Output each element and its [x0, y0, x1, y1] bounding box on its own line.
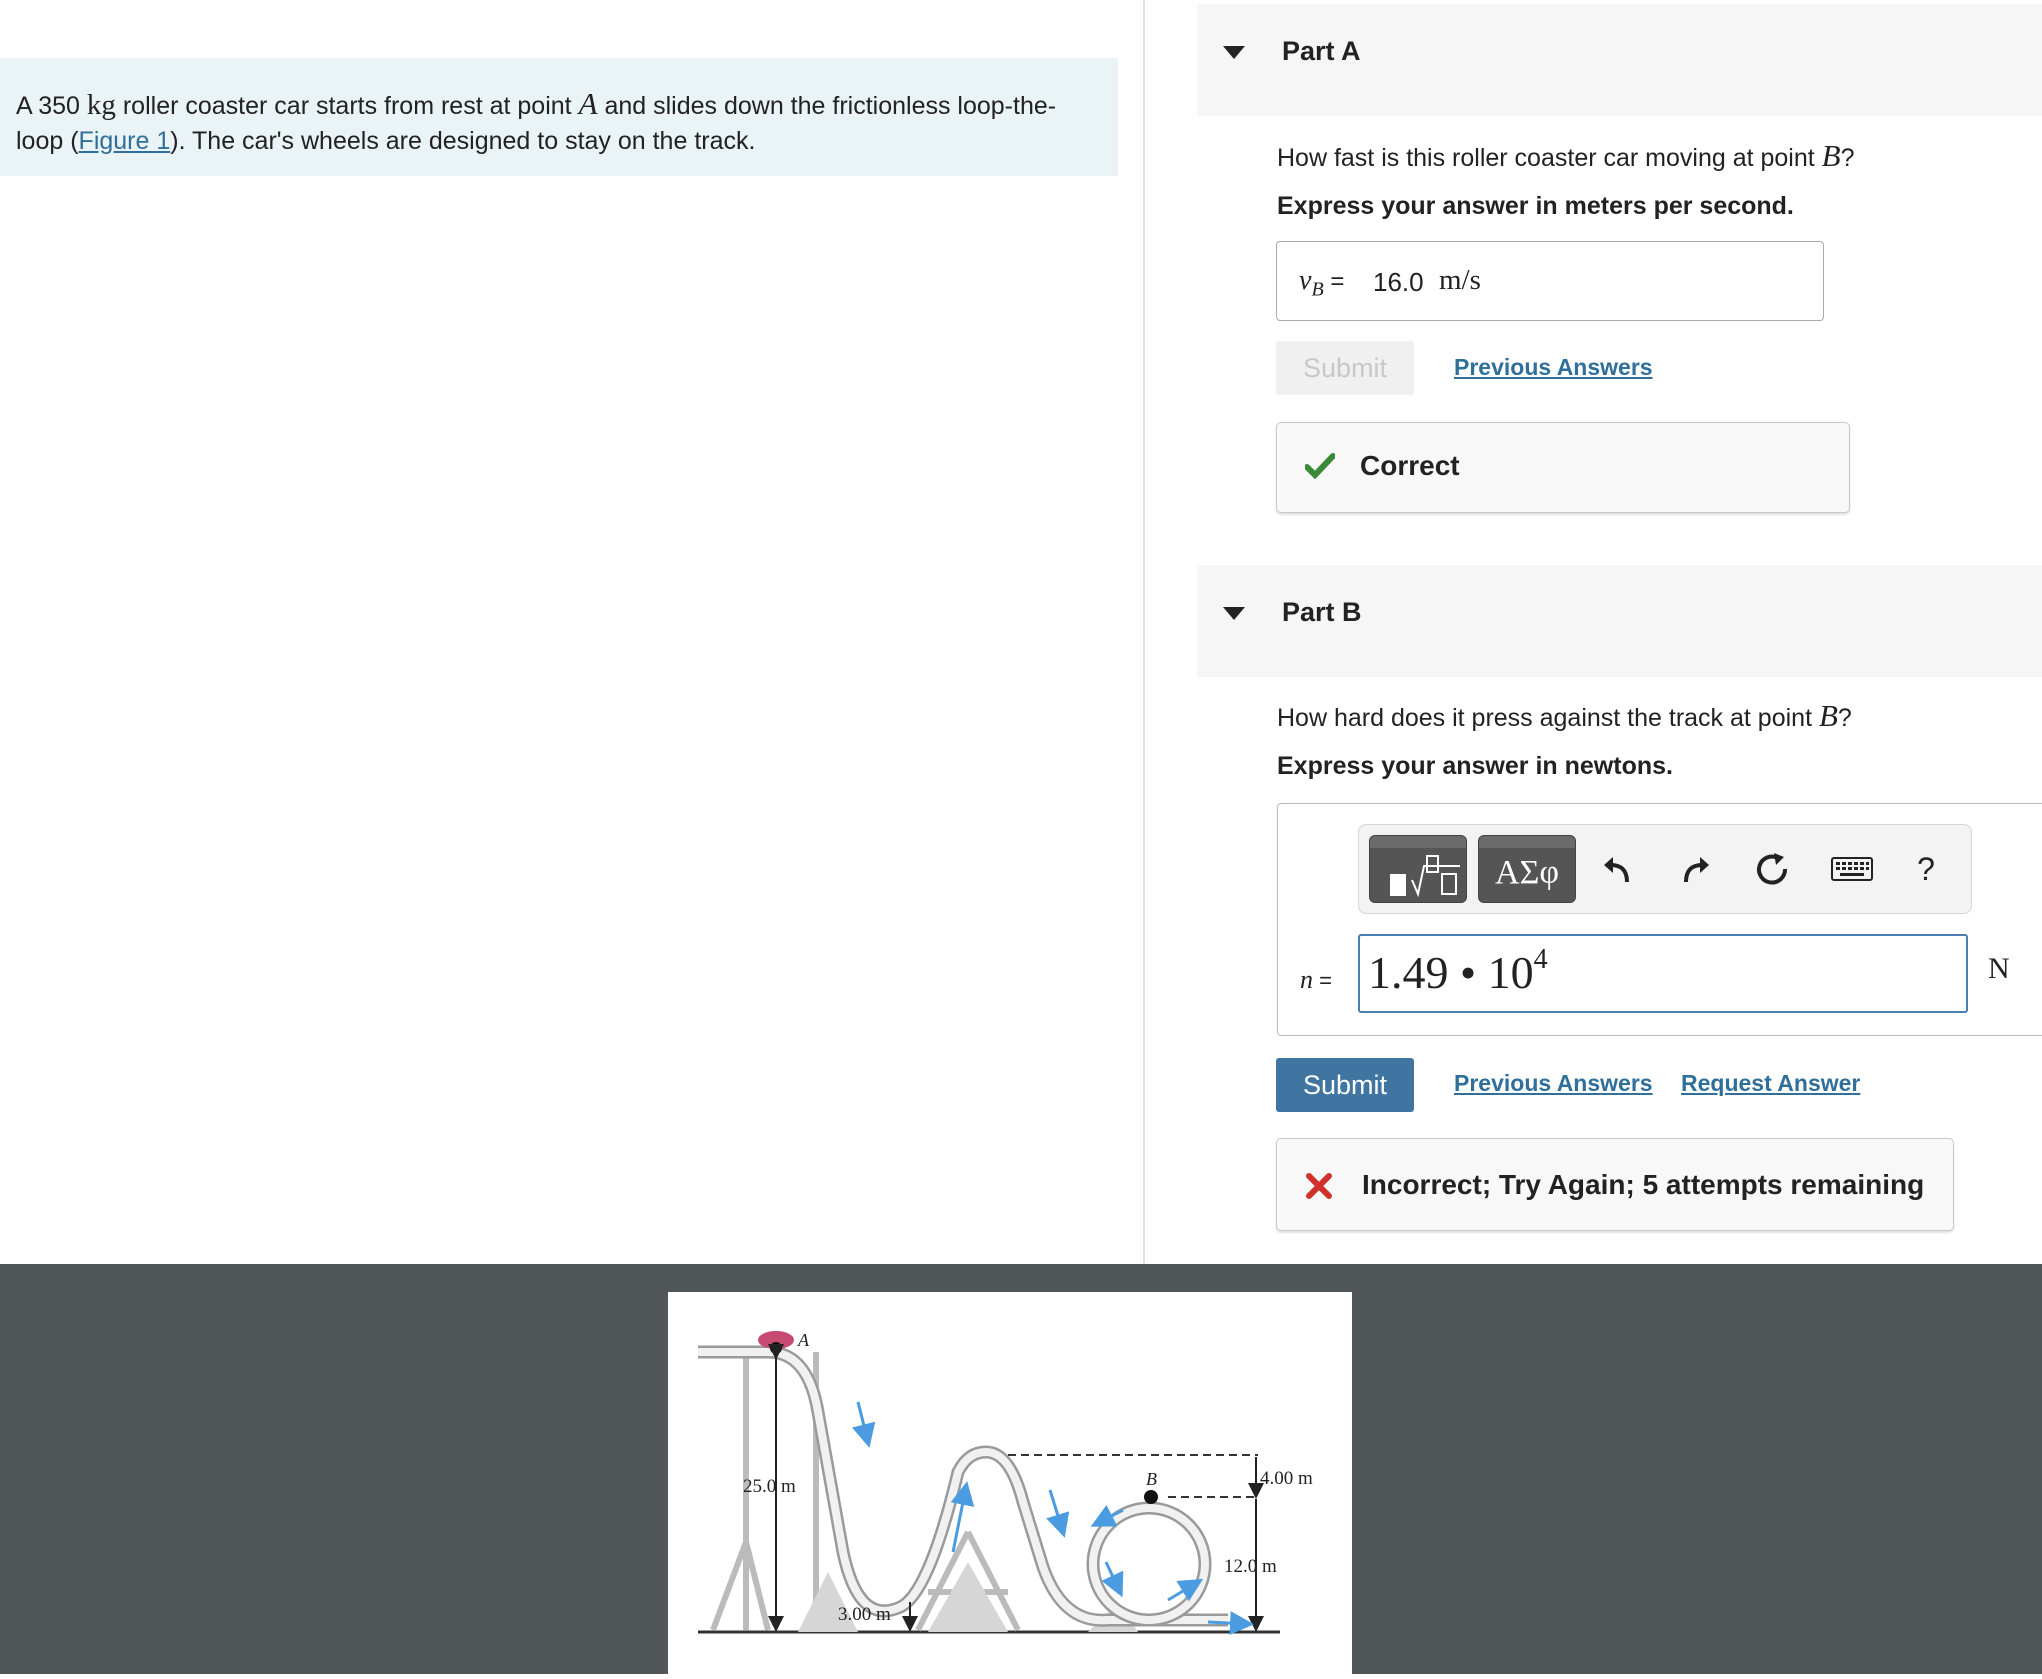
check-icon	[1305, 453, 1335, 479]
input-exponent: 4	[1533, 943, 1548, 975]
part-a-question-mark: ?	[1840, 144, 1855, 172]
part-b-previous-answers-link[interactable]: Previous Answers	[1454, 1070, 1653, 1096]
roller-coaster-diagram	[668, 1292, 1352, 1674]
figure-1	[668, 1292, 1352, 1674]
help-button[interactable]	[1904, 847, 1948, 891]
collapse-triangle-icon[interactable]	[1223, 607, 1245, 620]
request-answer-link[interactable]: Request Answer	[1681, 1070, 1861, 1096]
figure-link[interactable]: Figure 1	[78, 127, 171, 155]
column-divider	[1143, 0, 1145, 1264]
answer-input[interactable]	[1358, 934, 1968, 1013]
part-b-question-text: How hard does it press against the track at point	[1277, 704, 1819, 732]
answer-input-value	[1368, 943, 1548, 999]
loop-inner	[1093, 1508, 1205, 1620]
math-toolbar	[1358, 824, 1972, 914]
sqrt-template-button[interactable]	[1369, 835, 1467, 903]
height-25-label: 25.0 m	[743, 1476, 796, 1497]
point-b-label: B	[1146, 1469, 1157, 1489]
answer-variable: v	[1299, 265, 1312, 296]
part-a-question	[1277, 138, 1855, 174]
feedback-correct-text: Correct	[1360, 450, 1460, 481]
input-equals: =	[1313, 968, 1332, 993]
part-a-header[interactable]	[1197, 4, 2042, 116]
point-a-symbol: A	[578, 86, 598, 121]
part-a-previous-answers-link[interactable]: Previous Answers	[1454, 354, 1653, 380]
answer-unit: m/s	[1439, 264, 1481, 296]
collapse-triangle-icon[interactable]	[1223, 46, 1245, 59]
answer-unit: N	[1988, 952, 2010, 985]
input-label	[1300, 964, 1332, 995]
point-a-dot	[770, 1342, 782, 1354]
answer-subscript: B	[1311, 278, 1324, 301]
part-b-question-mark: ?	[1837, 704, 1852, 732]
part-b-header[interactable]	[1197, 565, 2042, 677]
part-a-feedback	[1276, 422, 1850, 513]
undo-icon	[1601, 852, 1635, 886]
point-b-symbol: B	[1818, 698, 1838, 733]
problem-text-4: ). The car's wheels are designed to stay on the track.	[170, 127, 756, 155]
height-12-label: 12.0 m	[1224, 1556, 1277, 1577]
feedback-incorrect-text: Incorrect; Try Again; 5 attempts remaining	[1362, 1169, 1925, 1200]
problem-text-2: roller coaster car starts from rest at point	[115, 92, 579, 120]
part-a-instruction: Express your answer in meters per second.	[1277, 192, 1794, 220]
part-a-answer-display	[1276, 241, 1824, 321]
reset-icon	[1754, 851, 1790, 887]
answer-equals: =	[1323, 268, 1345, 295]
reset-button[interactable]	[1750, 847, 1794, 891]
greek-symbols-button[interactable]	[1478, 835, 1576, 903]
undo-button[interactable]	[1596, 847, 1640, 891]
point-b-symbol: B	[1821, 138, 1841, 173]
height-3-label: 3.00 m	[838, 1604, 891, 1625]
part-b-question	[1277, 698, 1852, 734]
incorrect-x-icon	[1305, 1172, 1333, 1200]
part-a-submit-button[interactable]: Submit	[1276, 341, 1414, 395]
problem-text-3: and slides down the frictionless loop-the-loop (	[16, 92, 1057, 155]
part-a-title: Part A	[1282, 36, 1361, 66]
answer-value: 16.0	[1373, 267, 1424, 297]
problem-statement	[0, 58, 1118, 176]
redo-icon	[1678, 852, 1712, 886]
part-b-title: Part B	[1282, 597, 1362, 627]
keyboard-icon	[1831, 856, 1873, 882]
part-b-answer-box	[1277, 803, 2042, 1036]
input-variable: n	[1300, 965, 1313, 994]
help-label: ?	[1917, 850, 1935, 887]
answer-label	[1299, 264, 1344, 302]
part-b-feedback	[1276, 1138, 1954, 1231]
part-b-submit-button[interactable]: Submit	[1276, 1058, 1414, 1112]
point-a-label: A	[798, 1330, 809, 1350]
mass-unit: kg	[86, 89, 116, 121]
part-b-instruction: Express your answer in newtons.	[1277, 752, 1673, 780]
height-4-label: 4.00 m	[1260, 1468, 1313, 1489]
point-b-dot	[1144, 1490, 1158, 1504]
support-triangle	[928, 1562, 1008, 1632]
problem-text-1: A 350	[16, 92, 87, 120]
redo-button[interactable]	[1673, 847, 1717, 891]
keyboard-button[interactable]	[1827, 847, 1877, 891]
input-mantissa: 1.49 • 10	[1368, 947, 1534, 998]
sqrt-template-icon	[1370, 836, 1466, 902]
greek-label: ΑΣφ	[1495, 854, 1559, 891]
part-a-question-text: How fast is this roller coaster car moving at point	[1277, 144, 1822, 172]
